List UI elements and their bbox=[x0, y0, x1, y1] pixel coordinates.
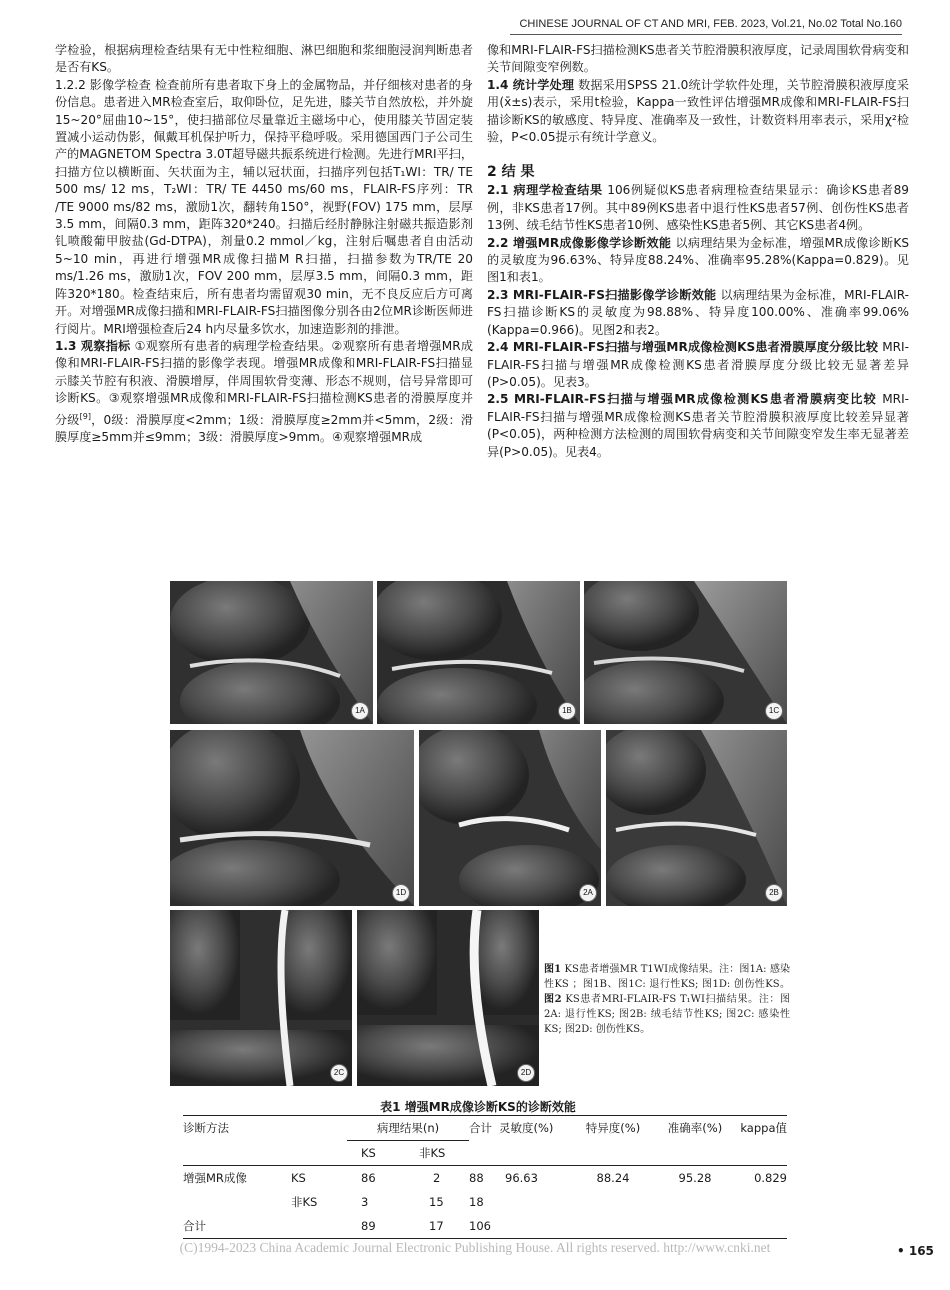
result-2-4-body: MRI-FLAIR-FS扫描与增强MR成像检测KS患者滑膜厚度分级比较无显著差异(P>0.05)。见表3。 bbox=[487, 340, 909, 389]
table-1 bbox=[183, 1115, 787, 1239]
left-column bbox=[55, 42, 473, 446]
figure-panel-2c bbox=[170, 910, 352, 1086]
result-2-4 bbox=[487, 339, 909, 391]
cell-non-ks: 15 bbox=[429, 1195, 444, 1209]
right-paragraph-1: 像和MRI-FLAIR-FS扫描检测KS患者关节腔滑膜积液厚度，记录周围软骨病变和关节间隙变窄例数。 bbox=[487, 43, 909, 75]
cell-total: 106 bbox=[469, 1214, 499, 1239]
result-2-1 bbox=[487, 182, 909, 234]
copyright-footer: (C)1994-2023 China Academic Journal Electronic Publishing House. All rights reserved. http://www.cnki.net bbox=[179, 1240, 771, 1255]
panel-label-1a: 1A bbox=[351, 702, 369, 720]
panel-label-1d: 1D bbox=[392, 884, 410, 902]
figure-panel-2b bbox=[606, 730, 787, 906]
table-1-title: 表1 增强MR成像诊断KS的诊断效能 bbox=[380, 1100, 576, 1114]
figure-1-label: 图1 bbox=[544, 964, 562, 975]
figure-panel-2a bbox=[419, 730, 601, 906]
cell-non-ks: 2 bbox=[433, 1171, 441, 1185]
cell-group: 非KS bbox=[291, 1195, 318, 1209]
th-sensitivity: 灵敏度(%) bbox=[499, 1116, 567, 1141]
figure-1-caption: KS患者增强MR T1WI成像结果。注：图1A: 感染性KS ；图1B、图1C: 退行性KS; 图1D: 创伤性KS。 bbox=[544, 964, 790, 990]
figure-panel-1b bbox=[377, 581, 580, 724]
result-2-5-body: MRI-FLAIR-FS扫描与增强MR成像检测KS患者关节腔滑膜积液厚度比较差异显著(P<0.05)，两种检测方法检测的周围软骨病变和关节间隙变窄发生率无显著差异(P>0.05)。见表4。 bbox=[487, 392, 909, 459]
observation-index-tail: ，0级：滑膜厚度<2mm；1级：滑膜厚度≥2mm并<5mm，2级：滑膜厚度≥5mm并≤9mm；3级：滑膜厚度>9mm。④观察增强MR成 bbox=[55, 412, 473, 444]
result-2-2-heading: 2.2 增强MR成像影像学诊断效能 bbox=[487, 235, 672, 250]
cell-method: 增强MR成像 bbox=[183, 1171, 247, 1185]
observation-index-body: ①观察所有患者的病理学检查结果。②观察所有患者增强MR成像和MRI-FLAIR-FS扫描的影像学表现。增强MR成像和MRI-FLAIR-FS扫描显示膝关节腔有积液、滑膜增厚，伴周围软骨变薄、形态不规则，信号异常即可诊断KS。③观察增强MR成像和MRI-FLAIR-FS扫描检测KS患者的滑膜厚度并分级 bbox=[55, 338, 473, 427]
th-pathology: 病理结果(n) bbox=[347, 1116, 469, 1141]
figure-panel-1c bbox=[584, 581, 787, 724]
table-row bbox=[183, 1214, 787, 1239]
cell-group bbox=[291, 1214, 347, 1239]
result-2-1-heading: 2.1 病理学检查结果 bbox=[487, 183, 603, 198]
cell-kappa: 0.829 bbox=[754, 1171, 787, 1185]
table-row bbox=[183, 1166, 787, 1191]
figure-panel-1a bbox=[170, 581, 373, 724]
running-header: CHINESE JOURNAL OF CT AND MRI, FEB. 2023, Vol.21, No.02 Total No.160 bbox=[519, 18, 902, 30]
result-2-3-heading: 2.3 MRI-FLAIR-FS扫描影像学诊断效能 bbox=[487, 287, 717, 302]
cell-specificity: 88.24 bbox=[596, 1171, 630, 1185]
reference-superscript: [9] bbox=[79, 411, 91, 421]
table-header-row-2 bbox=[183, 1141, 787, 1166]
result-2-5 bbox=[487, 391, 909, 461]
panel-label-2a: 2A bbox=[579, 884, 597, 902]
figure-panel-1d bbox=[170, 730, 414, 906]
cell-method bbox=[183, 1190, 291, 1214]
figure-2-label: 图2 bbox=[544, 994, 562, 1005]
th-non-ks: 非KS bbox=[409, 1141, 469, 1166]
result-2-4-heading: 2.4 MRI-FLAIR-FS扫描与增强MR成像检测KS患者滑膜厚度分级比较 bbox=[487, 340, 879, 355]
right-column bbox=[487, 42, 909, 461]
figure-2-caption: KS患者MRI-FLAIR-FS T₁WI扫描结果。注：图2A: 退行性KS; 图2B: 绒毛结节性KS; 图2C: 感染性KS; 图2D: 创伤性KS。 bbox=[544, 994, 790, 1035]
figure-panel-2d bbox=[357, 910, 539, 1086]
imaging-exam-paragraph: 1.2.2 影像学检查 检查前所有患者取下身上的金属物品，并仔细核对患者的身份信息。患者进入MR检查室后，取仰卧位，足先进，膝关节自然放松，并外旋15~20°屈曲10~15°，使扫描部位尽量靠近主磁场中心，使用膝关节固定装置减小运动伪影，佩戴耳机保护听力，保持平稳呼吸。采用德国西门子公司生产的MAGNETOM Spectra 3.0T超导磁共振系统进行检测。先进行MRI平扫，扫描方位以横断面、矢状面为主，辅以冠状面，扫描序列包括T₁WI：TR/ TE 500 ms/ 12 ms，T₂WI：TR/ TE 4450 ms/60 ms，FLAIR-FS序列：TR /TE 9000 ms/82 ms，激励1次，翻转角150°，视野(FOV) 175 mm，层厚3.5 mm，间隔0.3 mm，距阵320*240。扫描后经肘静脉注射磁共振造影剂钆喷酸葡甲胺盐(Gd-DTPA)，剂量0.2 mmol／kg，注射后嘱患者自由活动5~10 min，再进行增强MR成像扫描M R扫描，扫描参数为TR/TE 20 ms/1.26 ms，激励1次，FOV 200 mm，层厚3.5 mm，间隔0.3 mm，距阵320*180。检查结束后，所有患者均需留观30 min，无不良反应后方可离开。对增强MR成像扫描和MRI-FLAIR-FS扫描图像分别各由2位MR诊断医师进行阅片。MRI增强检查后24 h内尽量多饮水，加速造影剂的排泄。 bbox=[55, 77, 473, 336]
th-total: 合计 bbox=[469, 1116, 499, 1141]
cell-non-ks: 17 bbox=[409, 1214, 469, 1239]
result-2-3 bbox=[487, 287, 909, 339]
cell-group: KS bbox=[291, 1171, 306, 1185]
panel-label-2b: 2B bbox=[765, 884, 783, 902]
observation-index-heading: 1.3 观察指标 bbox=[55, 338, 131, 353]
left-paragraph-1: 学检验，根据病理检查结果有无中性粒细胞、淋巴细胞和浆细胞浸润判断患者是否有KS。 bbox=[55, 43, 473, 75]
th-kappa: kappa值 bbox=[731, 1116, 787, 1141]
statistics-body: 数据采用SPSS 21.0统计学软件处理，关节腔滑膜积液厚度采用(x̄±s)表示，采用t检验，Kappa一致性评估增强MR成像和MRI-FLAIR-FS扫描诊断KS的敏感度、特异度、准确率及一致性，计数资料用率表示，采用χ²检验，P<0.05提示有统计学意义。 bbox=[487, 77, 909, 145]
result-2-2-body: 以病理结果为金标准，增强MR成像诊断KS的灵敏度为96.63%、特异度88.24%、准确率95.28%(Kappa=0.829)。见图1和表1。 bbox=[487, 235, 910, 285]
th-ks: KS bbox=[347, 1141, 409, 1166]
th-specificity: 特异度(%) bbox=[567, 1116, 659, 1141]
cell-method: 合计 bbox=[183, 1214, 291, 1239]
table-header-row-1 bbox=[183, 1116, 787, 1141]
th-method: 诊断方法 bbox=[183, 1116, 291, 1141]
cell-ks: 86 bbox=[361, 1171, 376, 1185]
cell-total: 18 bbox=[469, 1195, 484, 1209]
header-rule bbox=[510, 34, 902, 35]
results-section-heading: 2 结 果 bbox=[487, 164, 535, 181]
cell-ks: 3 bbox=[361, 1195, 369, 1209]
cell-ks: 89 bbox=[347, 1214, 409, 1239]
panel-label-1c: 1C bbox=[765, 702, 783, 720]
th-accuracy: 准确率(%) bbox=[659, 1116, 731, 1141]
result-2-2 bbox=[487, 235, 909, 287]
cell-accuracy: 95.28 bbox=[678, 1171, 712, 1185]
table-row bbox=[183, 1190, 787, 1214]
cell-total: 88 bbox=[469, 1171, 484, 1185]
result-2-1-body: 106例疑似KS患者病理检查结果显示：确诊KS患者89例，非KS患者17例。其中89例KS患者中退行性KS患者57例、创伤性KS患者13例、绒毛结节性KS患者10例、感染性KS患者5例、其它KS患者4例。 bbox=[487, 183, 909, 233]
result-2-5-heading: 2.5 MRI-FLAIR-FS扫描与增强MR成像检测KS患者滑膜病变比较 bbox=[487, 392, 878, 407]
panel-label-1b: 1B bbox=[558, 702, 576, 720]
panel-label-2c: 2C bbox=[330, 1064, 348, 1082]
observation-index-paragraph bbox=[55, 338, 473, 446]
figure-caption bbox=[544, 962, 790, 1037]
statistics-paragraph bbox=[487, 77, 909, 147]
panel-label-2d: 2D bbox=[517, 1064, 535, 1082]
cell-sensitivity: 96.63 bbox=[505, 1171, 538, 1185]
page-number: • 165 bbox=[897, 1244, 934, 1258]
statistics-heading: 1.4 统计学处理 bbox=[487, 77, 575, 92]
result-2-3-body: 以病理结果为金标准，MRI-FLAIR-FS扫描诊断KS的灵敏度为98.88%、特异度100.00%、准确率99.06%(Kappa=0.966)。见图2和表2。 bbox=[487, 287, 909, 337]
